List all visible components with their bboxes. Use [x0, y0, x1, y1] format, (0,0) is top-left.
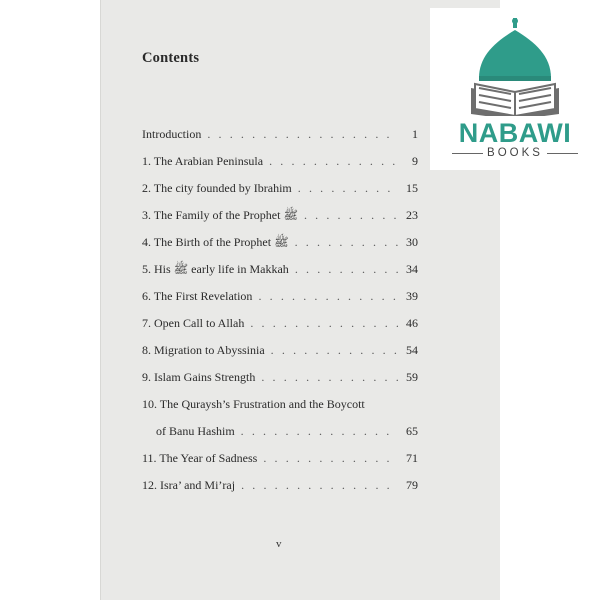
toc-entry-page: 30: [406, 235, 418, 249]
toc-entry: [142, 127, 418, 154]
brand-name: NABAWI: [458, 118, 572, 148]
brand-subtitle: BOOKS: [487, 147, 543, 159]
toc-entry-page: 46: [406, 316, 418, 330]
toc-entry-page: 79: [406, 478, 418, 492]
toc-entry-title: 11. The Year of Sadness: [142, 451, 258, 465]
toc-entry: [142, 262, 418, 289]
toc-dot-leader: [263, 451, 398, 466]
toc-entry-page: 23: [406, 208, 418, 222]
toc-list: [142, 127, 418, 505]
toc-entry-page: 1: [412, 127, 418, 141]
toc-dot-leader: [295, 262, 398, 277]
toc-entry: [142, 181, 418, 208]
toc-entry: [142, 478, 418, 505]
toc-entry: [142, 370, 418, 397]
toc-dot-leader: [241, 478, 398, 493]
toc-entry-page: 65: [406, 424, 418, 438]
toc-dot-leader: [258, 289, 398, 304]
toc-dot-leader: [271, 343, 398, 358]
toc-entry-page: 71: [406, 451, 418, 465]
toc-entry: [142, 316, 418, 343]
toc-entry-title: 9. Islam Gains Strength: [142, 370, 256, 384]
toc-dot-leader: [261, 370, 398, 385]
toc-entry: [142, 289, 418, 316]
toc-entry-title: 10. The Quraysh’s Frustration and the Boycott: [142, 397, 365, 411]
toc-entry: [142, 397, 418, 424]
toc-entry-title: 7. Open Call to Allah: [142, 316, 245, 330]
toc-entry-title: 3. The Family of the Prophet ﷺ: [142, 208, 298, 222]
toc-entry-title: 12. Isra’ and Mi’raj: [142, 478, 236, 492]
toc-dot-leader: [269, 154, 398, 169]
toc-entry-page: 54: [406, 343, 418, 357]
toc-dot-leader: [241, 424, 398, 439]
toc-entry-title: 1. The Arabian Peninsula: [142, 154, 264, 168]
toc-entry: [142, 451, 418, 478]
dome-book-icon: [465, 16, 565, 116]
toc-entry-page: 39: [406, 289, 418, 303]
toc-entry-title: 5. His ﷺ early life in Makkah: [142, 262, 289, 276]
toc-entry-title: Introduction: [142, 127, 202, 141]
toc-entry-page: 9: [412, 154, 418, 168]
toc-dot-leader: [298, 181, 398, 196]
toc-entry: [142, 235, 418, 262]
toc-dot-leader: [250, 316, 398, 331]
page-number: v: [276, 538, 282, 550]
toc-entry-continuation: [142, 424, 418, 451]
toc-dot-leader: [207, 127, 398, 142]
toc-entry-page: 59: [406, 370, 418, 384]
toc-entry-title: 8. Migration to Abyssinia: [142, 343, 265, 357]
toc-entry-title: 6. The First Revelation: [142, 289, 253, 303]
divider: [547, 153, 578, 154]
toc-entry-title: 4. The Birth of the Prophet ﷺ: [142, 235, 289, 249]
toc-entry: [142, 208, 418, 235]
toc-entry-title: 2. The city founded by Ibrahim: [142, 181, 292, 195]
toc-entry-title: of Banu Hashim: [156, 424, 235, 438]
toc-entry: [142, 343, 418, 370]
toc-dot-leader: [304, 208, 398, 223]
publisher-logo: [430, 8, 600, 170]
brand-subtitle-row: [448, 147, 582, 159]
toc-entry-page: 15: [406, 181, 418, 195]
divider: [452, 153, 483, 154]
toc-dot-leader: [295, 235, 398, 250]
toc-entry-page: 34: [406, 262, 418, 276]
toc-entry: [142, 154, 418, 181]
contents-heading: Contents: [142, 50, 200, 66]
